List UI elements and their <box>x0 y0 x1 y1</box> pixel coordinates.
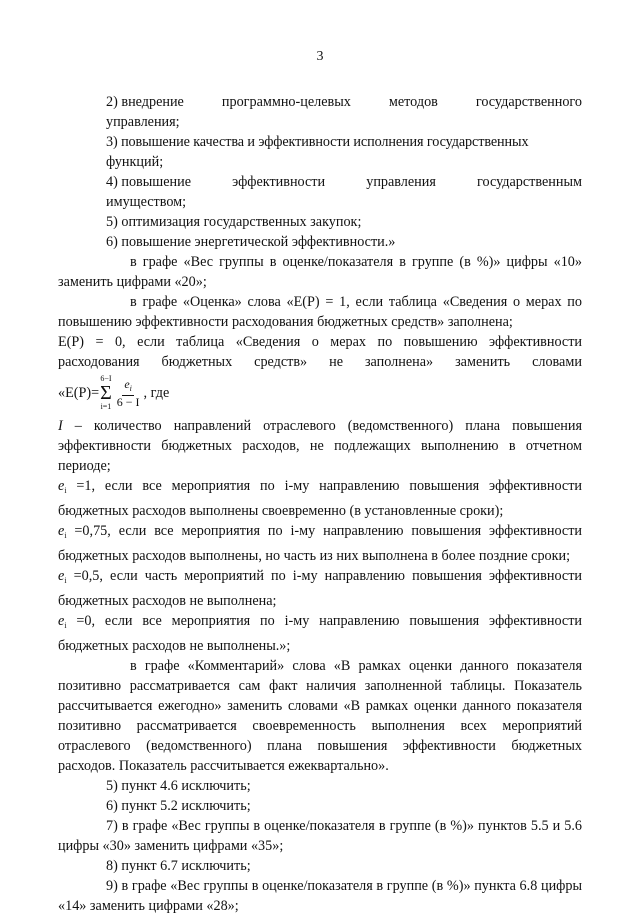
paragraph-e075 <box>58 521 582 566</box>
numerator-var: e <box>124 376 130 391</box>
value: =0 <box>66 613 92 629</box>
paragraph-ep0: Е(Р) = 0, если таблица «Сведения о мерах по повышению эффективности <box>58 334 582 350</box>
paragraph-text: в графе «Оценка» слова «Е(Р) = 1, если таблица «Сведения о мерах по повышению эффективности расходования бюджетных средств» заполнена; <box>58 294 582 330</box>
list-item-3-cont: функций; <box>106 154 164 170</box>
variable-subscript: i <box>64 486 67 495</box>
paragraph-text: – количество направлений отраслевого (ведомственного) плана повышения эффективности бюджетных расходов, не подлежащих выполнению в отчетном периоде; <box>58 418 582 474</box>
fraction-denominator: 6 − I <box>116 394 140 409</box>
paragraph-e1 <box>58 476 582 521</box>
formula-tail: , где <box>143 385 170 401</box>
value: =0,75 <box>66 523 108 539</box>
paragraph-e0 <box>58 611 582 656</box>
variable-e: e <box>58 568 65 584</box>
item-9 <box>58 876 582 916</box>
text-fragment: государственного <box>475 94 582 110</box>
list-item-4 <box>106 172 582 192</box>
text-fragment: средств» <box>254 354 308 370</box>
list-item-3: 3) повышение качества и эффективности исполнения государственных <box>106 134 529 150</box>
sum-lower-limit: i=1 <box>100 402 112 411</box>
variable-subscript: i <box>64 576 67 585</box>
text-fragment: программно-целевых <box>221 94 351 110</box>
text-fragment: управления <box>366 174 436 190</box>
list-item-2-cont: управления; <box>106 114 180 130</box>
sigma-symbol: Σ <box>100 382 112 404</box>
paragraph-comment <box>58 656 582 776</box>
value: =1 <box>66 478 92 494</box>
list-item-6: 6) повышение энергетической эффективности.» <box>106 234 396 250</box>
value: =0,5 <box>66 568 100 584</box>
item-5: 5) пункт 4.6 исключить; <box>106 778 251 794</box>
page-number: 3 <box>316 49 324 64</box>
variable-subscript: i <box>64 621 67 630</box>
list-item-4-cont: имуществом; <box>106 194 187 210</box>
variable-e: e <box>58 613 65 629</box>
text-fragment: 2) внедрение <box>106 94 184 110</box>
item-6: 6) пункт 5.2 исключить; <box>106 798 251 814</box>
formula-lhs: «Е(Р)= <box>58 385 100 401</box>
paragraph-weight-10 <box>58 252 582 292</box>
paragraph-text: 7) в графе «Вес группы в оценке/показателя в группе (в %)» пунктов 5.5 и 5.6 цифры «30» заменить цифрами «35»; <box>58 818 582 854</box>
paragraph-text: в графе «Комментарий» слова «В рамках оценки данного показателя позитивно рассматривается сам факт наличия заполненной таблицы. Показатель рассчитывается ежегодно» заменить словами «В рамках оценки данного показателя позитивно рассматривается своевременность выполнения всех мероприятий отраслевого (ведомственного) плана повышения эффективности бюджетных расходов. Показатель рассчитывается ежеквартально». <box>58 658 582 774</box>
document-body <box>58 92 582 916</box>
text-fragment: эффективности <box>232 174 326 190</box>
text-fragment: словами <box>532 354 582 370</box>
list-item-5: 5) оптимизация государственных закупок; <box>106 214 362 230</box>
text-fragment: 4) повышение <box>106 174 191 190</box>
paragraph-e05 <box>58 566 582 611</box>
paragraph-text: в графе «Вес группы в оценке/показателя в группе (в %)» цифры «10» заменить цифрами «20»; <box>58 254 582 290</box>
variable-I: I <box>58 418 63 434</box>
variable-e: e <box>58 523 65 539</box>
paragraph-I-definition <box>58 416 582 476</box>
text-fragment: государственным <box>477 174 582 190</box>
item-8: 8) пункт 6.7 исключить; <box>106 858 251 874</box>
paragraph-text: , если часть мероприятий по i-му направлению повышения эффективности бюджетных расходов не выполнена; <box>58 568 582 609</box>
summation <box>100 374 112 412</box>
text-fragment: заменить <box>455 354 511 370</box>
text-fragment: методов <box>388 94 438 110</box>
formula-ep <box>58 374 169 412</box>
text-fragment: не <box>329 354 343 370</box>
fraction-numerator <box>122 378 134 396</box>
paragraph-text: 9) в графе «Вес группы в оценке/показателя в группе (в %)» пункта 6.8 цифры «14» заменить цифрами «28»; <box>58 878 582 914</box>
text-fragment: заполнена» <box>364 354 434 370</box>
paragraph-text: , если все мероприятия по i-му направлению повышения эффективности бюджетных расходов выполнены, но часть из них выполнена в более поздние сроки; <box>58 523 582 564</box>
sum-upper-limit: 6−I <box>100 374 112 383</box>
list-item-2 <box>106 92 582 112</box>
paragraph-ocenka <box>58 292 582 332</box>
item-7 <box>58 816 582 856</box>
text-fragment: бюджетных <box>161 354 233 370</box>
paragraph-text: , если все мероприятия по i-му направлению повышения эффективности бюджетных расходов не выполнены.»; <box>58 613 582 654</box>
fraction <box>115 378 142 409</box>
paragraph-text: , если все мероприятия по i-му направлению повышения эффективности бюджетных расходов выполнены своевременно (в установленные сроки); <box>58 478 582 519</box>
paragraph-ep0-line2 <box>58 352 582 372</box>
variable-subscript: i <box>64 531 67 540</box>
variable-e: e <box>58 478 65 494</box>
numerator-subscript: i <box>129 383 132 393</box>
text-fragment: расходования <box>58 354 140 370</box>
